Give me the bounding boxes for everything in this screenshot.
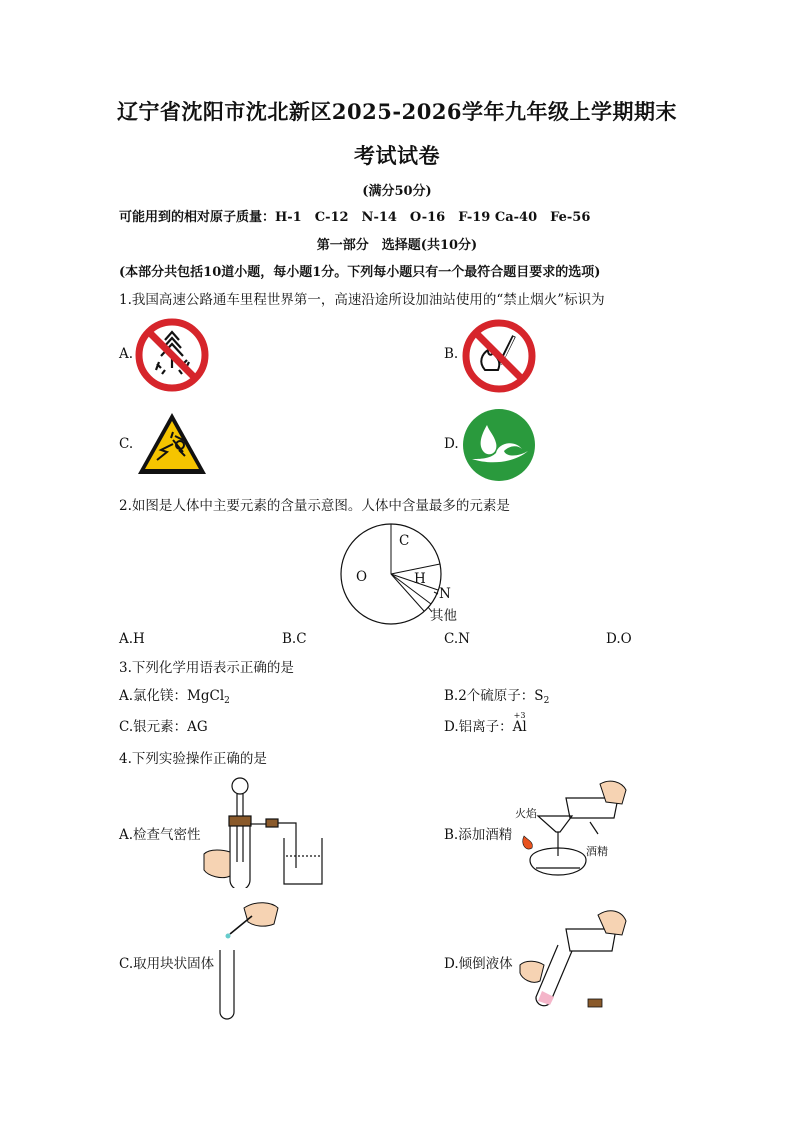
q4-option-b-label[interactable]: B.添加酒精 — [444, 827, 513, 843]
pie-label-n: N — [439, 586, 451, 602]
alcohol-label: 酒精 — [586, 845, 608, 858]
q4-option-a-label[interactable]: A.检查气密性 — [119, 827, 201, 843]
q4-stem: 4.下列实验操作正确的是 — [119, 751, 267, 767]
pour-liquid-illustration — [514, 905, 644, 1017]
no-fireworks-sign[interactable] — [135, 318, 209, 392]
q3-b-text: B.2个硫原子：S — [444, 688, 544, 704]
q4-option-d-label[interactable]: D.倾倒液体 — [444, 956, 513, 972]
q3-option-b[interactable] — [444, 684, 549, 706]
atomic-masses: 可能用到的相对原子质量：H-1 C-12 N-14 O-16 F-19 Ca-40 Fe-56 — [119, 210, 591, 225]
q2-option-d[interactable]: D.O — [606, 631, 632, 647]
exam-title-line2: 考试试卷 — [354, 143, 440, 168]
q3-option-c[interactable]: C.银元素：AG — [119, 719, 208, 735]
pie-label-other: 其他 — [430, 608, 457, 624]
q1-stem: 1.我国高速公路通车里程世界第一，高速沿途所设加油站使用的“禁止烟火”标识为 — [119, 292, 605, 308]
part1-note: (本部分共包括10道小题，每小题1分。下列每小题只有一个最符合题目要求的选项) — [119, 265, 601, 280]
no-open-flame-sign[interactable] — [460, 318, 538, 394]
pie-label-o: O — [356, 569, 368, 585]
q2-option-b[interactable]: B.C — [282, 631, 307, 647]
q1-option-a-label: A. — [119, 346, 134, 362]
q2-stem: 2.如图是人体中主要元素的含量示意图。人体中含量最多的元素是 — [119, 498, 510, 514]
q3-option-d[interactable] — [444, 711, 527, 735]
q3-stem: 3.下列化学用语表示正确的是 — [119, 660, 294, 676]
q3-a-subscript: 2 — [224, 696, 230, 706]
q3-a-text: A.氯化镁：MgCl — [119, 688, 225, 704]
add-alcohol-illustration — [510, 774, 640, 890]
green-food-sign[interactable] — [460, 407, 538, 483]
full-score: (满分50分) — [362, 184, 432, 199]
q2-option-a[interactable]: A.H — [119, 631, 145, 647]
q3-d-text: D.铝离子： — [444, 719, 513, 735]
q1-option-d-label: D. — [444, 436, 459, 452]
part1-title: 第一部分 选择题(共10分) — [316, 238, 478, 253]
q3-d-charge: +3 — [513, 711, 526, 720]
q1-option-c-label: C. — [119, 436, 134, 452]
take-solid-illustration — [214, 898, 284, 1022]
q4-option-c-label[interactable]: C.取用块状固体 — [119, 956, 215, 972]
q3-b-subscript: 2 — [543, 696, 550, 706]
airtightness-check-illustration — [200, 772, 332, 888]
explosive-warning-sign[interactable] — [135, 410, 209, 478]
q1-option-b-label: B. — [444, 346, 459, 362]
pie-label-c: C — [399, 533, 410, 549]
pie-label-h: H — [414, 571, 426, 587]
q3-d-symbol: Al — [512, 719, 527, 735]
flame-label: 火焰 — [515, 807, 537, 820]
exam-title-line1: 辽宁省沈阳市沈北新区2025-2026学年九年级上学期期末 — [116, 99, 678, 124]
q2-option-c[interactable]: C.N — [444, 631, 470, 647]
q3-option-a[interactable] — [119, 684, 230, 706]
